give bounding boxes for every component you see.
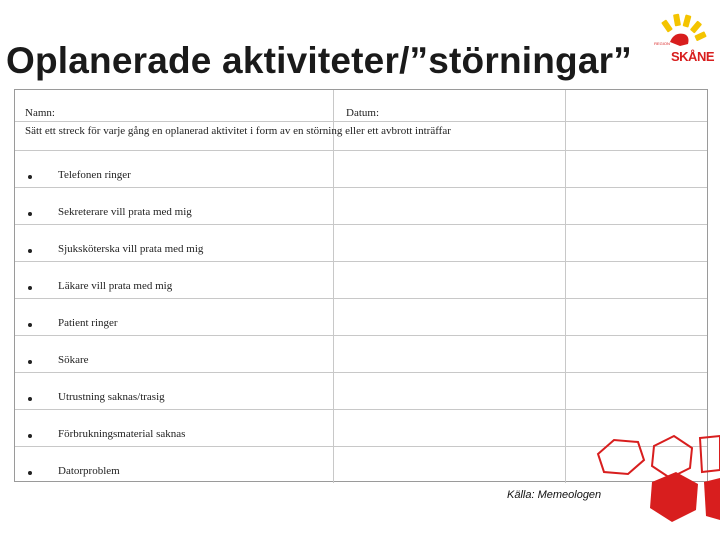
item-label: Patient ringer: [58, 317, 118, 329]
bullet-icon: [28, 360, 32, 364]
bullet-icon: [28, 212, 32, 216]
bullet-icon: [28, 175, 32, 179]
row-divider: [15, 372, 707, 373]
row-divider: [15, 224, 707, 225]
item-label: Förbrukningsmaterial saknas: [58, 428, 186, 440]
source-caption: Källa: Memeologen: [507, 489, 602, 501]
item-label: Utrustning saknas/trasig: [58, 391, 165, 403]
row-divider: [15, 150, 707, 151]
item-label: Läkare vill prata med mig: [58, 280, 173, 292]
disturbance-form: [14, 89, 708, 482]
item-label: Sekreterare vill prata med mig: [58, 206, 192, 218]
item-label: Telefonen ringer: [58, 169, 131, 181]
row-divider: [15, 261, 707, 262]
bullet-icon: [28, 397, 32, 401]
bullet-icon: [28, 249, 32, 253]
item-label: Datorproblem: [58, 465, 120, 477]
column-divider: [565, 90, 566, 483]
row-divider: [15, 298, 707, 299]
instruction-text: Sätt ett streck för varje gång en oplanerad aktivitet i form av en störning eller ett avbrott inträffar: [25, 125, 451, 137]
item-label: Sjuksköterska vill prata med mig: [58, 243, 204, 255]
name-label: Namn:: [25, 107, 55, 119]
row-divider: [15, 409, 707, 410]
row-divider: [15, 187, 707, 188]
bullet-icon: [28, 434, 32, 438]
logo-skane-text: SKÅNE: [671, 49, 715, 64]
slide-title: Oplanerade aktiviteter/”störningar”: [6, 40, 632, 81]
bullet-icon: [28, 471, 32, 475]
bullet-icon: [28, 286, 32, 290]
row-divider: [15, 335, 707, 336]
column-divider: [333, 90, 334, 483]
hexagon-decoration-icon: [580, 430, 720, 540]
logo-region-text: REGION: [654, 41, 670, 46]
item-label: Sökare: [58, 354, 89, 366]
row-divider: [15, 121, 707, 122]
bullet-icon: [28, 323, 32, 327]
date-label: Datum:: [346, 107, 379, 119]
